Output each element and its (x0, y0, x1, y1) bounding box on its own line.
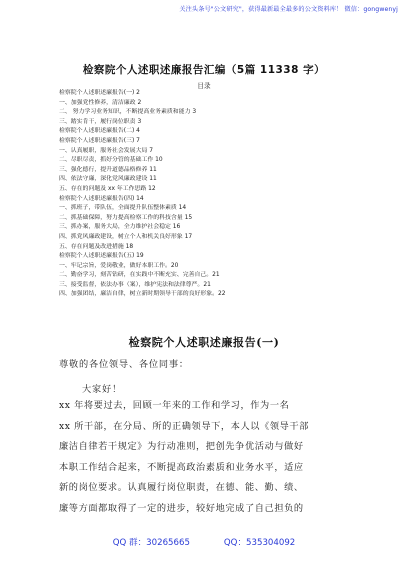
body-paragraph (59, 396, 351, 520)
body-line: 新的岗位要求。认真履行岗位职责，在德、能、勤、绩、 (59, 482, 304, 494)
toc-entry[interactable]: 一、抓班子，带队伍，全面提升队伍整体素质 14 (59, 205, 187, 212)
toc-entry[interactable]: 二、 努力学习业务知识，不断提高业务素质和能力 3 (59, 109, 197, 116)
body-line: xx 所干部，在分局、所的正确领导下，本人以《领导干部 (59, 420, 309, 432)
toc-entry[interactable]: 一、牢记宗旨，爱岗敬业，做好本职工作。20 (59, 262, 179, 269)
document-title: 检察院个人述职述廉报告汇编（5篇 11338 字） (82, 64, 326, 76)
toc-entry[interactable]: 四、加强团结，廉洁自律，树立新时期领导干部的良好形象。22 (59, 291, 226, 298)
toc-entry[interactable]: 三、抓办案，服务大局，全力维护社会稳定 16 (59, 224, 181, 231)
toc-entry[interactable]: 五、存在问题及改进措施 18 (59, 243, 134, 250)
body-line: 廉洁自律若干规定》为行动准则，把创先争优活动与做好 (59, 441, 304, 453)
footer-qq[interactable]: QQ：535304092 (223, 538, 296, 548)
toc-entry[interactable]: 检察院个人述职述廉报告(三) 7 (59, 137, 140, 144)
footer-qq-group[interactable]: QQ 群：30265665 (112, 538, 190, 548)
greeting: 大家好！ (82, 384, 122, 395)
toc-entry[interactable]: 三、踏实肯干，履行岗位职责 3 (59, 118, 142, 125)
toc-entry[interactable]: 检察院个人述职述廉报告(五) 19 (59, 253, 144, 260)
toc-entry[interactable]: 二、尽职尽责，抓好分管的基础工作 10 (59, 157, 163, 164)
toc-entry[interactable]: 检察院个人述职述廉报告(一) 2 (59, 90, 140, 96)
toc-heading: 目录 (197, 82, 211, 90)
body-line: 本职工作结合起来，不断提高政治素质和业务水平，适应 (59, 461, 304, 473)
body-line: xx 年将要过去，回顾一年来的工作和学习，作为一名 (59, 400, 290, 411)
toc-entry[interactable]: 三、强化德行，提升道德品格修养 11 (59, 166, 157, 173)
section-title: 检察院个人述职述廉报告(一) (128, 336, 280, 349)
table-of-contents (59, 89, 359, 300)
toc-entry[interactable]: 二、抓基础保障，努力提高检察工作的科技含量 15 (59, 214, 193, 221)
toc-entry[interactable]: 四、依法守廉，深化党风廉政建设 11 (59, 176, 157, 183)
toc-entry[interactable]: 检察院个人述职述廉报告(四) 14 (59, 195, 144, 202)
toc-entry[interactable]: 三、接受监督，依法办事（案），维护宪法和法律尊严。21 (59, 281, 211, 288)
toc-entry[interactable]: 二、勤奋学习，刻苦钻研，在实践中不断充实、完善自己。21 (59, 272, 220, 279)
toc-entry[interactable]: 一、加强党性修养，清洁廉政 2 (59, 99, 142, 106)
toc-entry[interactable]: 一、认真履职，服务社会发展大局 7 (59, 147, 153, 154)
footer-contact (0, 536, 408, 548)
top-banner[interactable]: 关注头条号"公文研究"，获得最新最全最多的公文资料库！ 微信：gongwenyj (179, 6, 398, 13)
salutation: 尊敬的各位领导、各位同事： (59, 359, 189, 370)
toc-entry[interactable]: 检察院个人述职述廉报告(二) 4 (59, 128, 140, 135)
toc-entry[interactable]: 四、抓党风廉政建设，树立个人和机关良好形象 17 (59, 233, 193, 240)
toc-entry[interactable]: 五、存在的问题及 xx 年工作思路 12 (59, 185, 156, 192)
body-line: 廉等方面都取得了一定的进步，较好地完成了自己担负的 (59, 502, 304, 514)
